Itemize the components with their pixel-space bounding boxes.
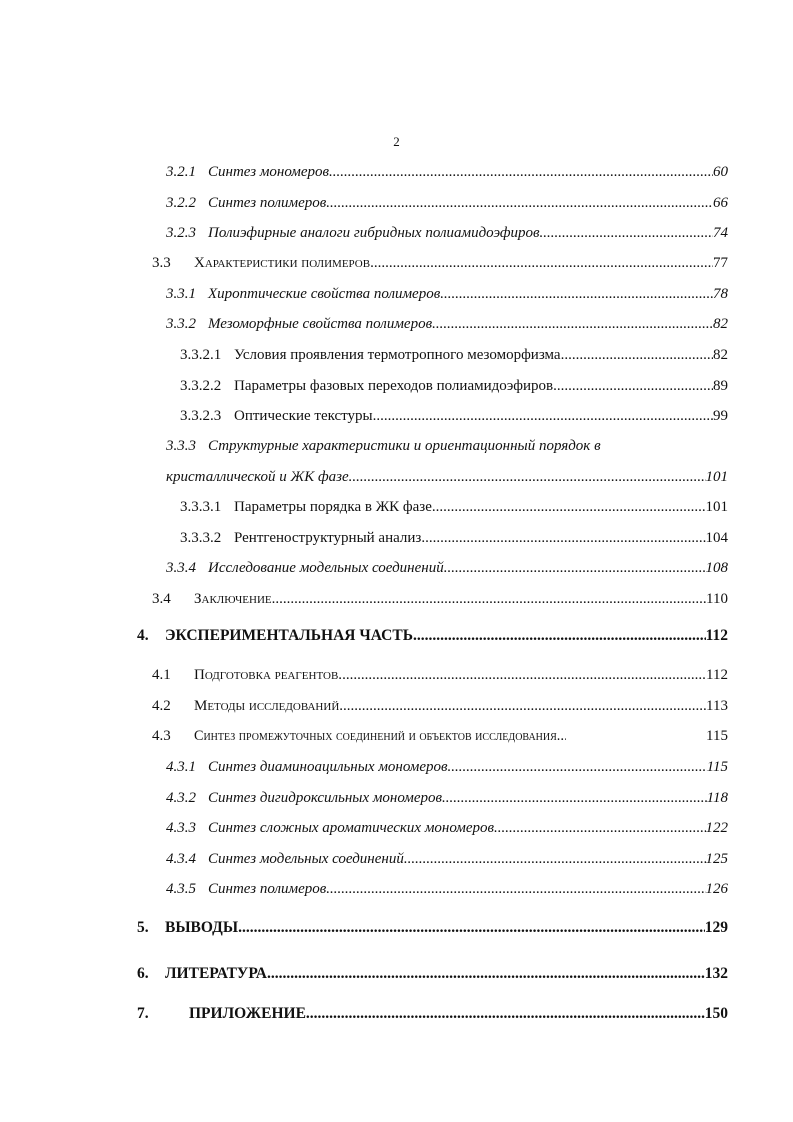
toc-number: 3.3.3 (166, 438, 196, 454)
toc-title: Хироптические свойства полимеров. (208, 286, 444, 302)
toc-title: Исследование модельных соединений. (208, 560, 448, 576)
toc-entry-3-3-3[interactable] (166, 437, 728, 455)
toc-entry-3-2-1[interactable] (166, 163, 728, 181)
toc-entry-3-3-2-2[interactable] (180, 377, 728, 395)
toc-title: Мезоморфные свойства полимеров. (208, 316, 436, 332)
toc-entry-4-2[interactable] (152, 697, 728, 715)
toc-number: 3.3 (152, 255, 171, 271)
toc-entry-4-3-1[interactable] (166, 758, 728, 776)
toc-leader (343, 697, 706, 715)
toc-entry-4[interactable] (137, 627, 728, 645)
toc-title: ПРИЛОЖЕНИЕ (189, 1005, 306, 1022)
toc-entry-6[interactable] (137, 965, 728, 983)
toc-title: ВЫВОДЫ (165, 919, 239, 936)
toc-entry-3-3-4[interactable] (166, 559, 728, 577)
toc-page: 74 (713, 225, 728, 241)
toc-number: 5. (137, 919, 149, 936)
toc-leader (557, 377, 713, 395)
toc-leader (376, 407, 713, 425)
toc-title: кристаллической и ЖК фазе. (166, 469, 353, 485)
toc-page: 112 (706, 667, 728, 683)
toc-entry-4-3[interactable] (152, 727, 728, 745)
toc-page: 77 (713, 255, 728, 271)
toc-leader (330, 880, 706, 898)
toc-page: 115 (706, 759, 728, 775)
toc-entry-4-3-2[interactable] (166, 789, 728, 807)
toc-entry-3-4[interactable] (152, 590, 728, 608)
toc-leader (306, 1005, 705, 1023)
toc-number: 3.3.2 (166, 316, 196, 332)
toc-number: 3.2.2 (166, 195, 196, 211)
toc-leader (333, 163, 713, 181)
toc-entry-3-3-2[interactable] (166, 315, 728, 333)
toc-page: 82 (713, 347, 728, 363)
toc-number: 3.3.1 (166, 286, 196, 302)
toc-leader (498, 819, 706, 837)
toc-entry-7[interactable] (137, 1005, 728, 1023)
toc-page: 113 (706, 698, 728, 714)
toc-page: 108 (705, 560, 728, 576)
toc-entry-5[interactable] (137, 919, 728, 937)
toc-page: 89 (713, 378, 728, 394)
toc-page: 110 (706, 591, 728, 607)
toc-number: 4.3.5 (166, 881, 196, 897)
toc-entry-4-3-4[interactable] (166, 850, 728, 868)
toc-title: ЛИТЕРАТУРА (165, 965, 267, 982)
toc-leader (408, 850, 706, 868)
toc-number: 7. (137, 1005, 149, 1022)
toc-entry-3-2-2[interactable] (166, 194, 728, 212)
toc-entry-3-2-3[interactable] (166, 224, 728, 242)
toc-leader (342, 666, 706, 684)
toc-number: 3.2.3 (166, 225, 196, 241)
toc-title: Синтез диаминоацильных мономеров. (208, 759, 452, 775)
toc-title: Синтез дигидроксильных мономеров. (208, 790, 446, 806)
toc-leader (352, 468, 705, 486)
toc-leader (436, 498, 706, 516)
toc-number: 4.1 (152, 667, 171, 683)
toc-number: 4. (137, 627, 149, 644)
toc-leader (447, 559, 705, 577)
toc-title: Параметры фазовых переходов полиамидоэфиров. (234, 378, 557, 394)
toc-title: Синтез полимеров. (208, 881, 330, 897)
toc-page: 112 (705, 627, 728, 644)
toc-entry-3-3-3-1[interactable] (180, 498, 728, 516)
toc-page: 118 (706, 790, 728, 806)
toc-leader (560, 727, 566, 745)
toc-entry-4-1[interactable] (152, 666, 728, 684)
toc-leader (451, 758, 706, 776)
toc-number: 4.3.1 (166, 759, 196, 775)
toc-leader (330, 194, 713, 212)
toc-title: Параметры порядка в ЖК фазе. (234, 499, 436, 515)
toc-page: 132 (704, 965, 728, 982)
toc-page: 78 (713, 286, 728, 302)
toc-leader (272, 590, 706, 608)
toc-title: ЭКСПЕРИМЕНТАЛЬНАЯ ЧАСТЬ. (165, 627, 417, 644)
toc-title: Рентгеноструктурный анализ. (234, 530, 426, 546)
toc-page: 150 (704, 1005, 728, 1022)
toc-entry-3-3-2-3[interactable] (180, 407, 728, 425)
toc-leader (238, 919, 705, 937)
toc-leader (425, 529, 705, 547)
toc-number: 3.2.1 (166, 164, 196, 180)
toc-entry-4-3-3[interactable] (166, 819, 728, 837)
toc-page: 115 (706, 728, 728, 744)
toc-number: 4.3 (152, 728, 171, 744)
toc-entry-3-3-2-1[interactable] (180, 346, 728, 364)
toc-number: 3.3.3.1 (180, 499, 222, 515)
toc-leader (446, 789, 707, 807)
toc-title: Подготовка реагентов. (194, 667, 343, 683)
toc-page: 122 (705, 820, 728, 836)
toc-leader (374, 254, 713, 272)
toc-number: 3.3.2.2 (180, 378, 222, 394)
toc-number: 3.4 (152, 591, 171, 607)
toc-leader (267, 965, 705, 983)
toc-leader (436, 315, 713, 333)
toc-page: 104 (705, 530, 728, 546)
toc-entry-3-3-3-2[interactable] (180, 529, 728, 547)
toc-leader (561, 346, 713, 364)
toc-number: 6. (137, 965, 149, 982)
toc-title: Оптические текстуры. (234, 408, 377, 424)
page-number: 2 (393, 134, 400, 149)
toc-leader (417, 627, 706, 645)
toc-entry-3-3[interactable] (152, 254, 728, 272)
toc-number: 4.3.4 (166, 851, 196, 867)
toc-number: 3.3.2.1 (180, 347, 222, 363)
toc-leader (543, 224, 713, 242)
toc-title: Полиэфирные аналоги гибридных полиамидоэфиров. (208, 225, 544, 241)
toc-title: Структурные характеристики и ориентационный порядок в (208, 438, 601, 454)
toc-title: Синтез сложных ароматических мономеров. (208, 820, 498, 836)
toc-title: Синтез промежуточных соединений и объектов исследования. (194, 728, 561, 744)
toc-page: 101 (705, 499, 728, 515)
toc-number: 3.3.4 (166, 560, 196, 576)
toc-page: 82 (713, 316, 728, 332)
toc-title: Синтез полимеров. (208, 195, 330, 211)
toc-title: Заключение (194, 591, 272, 607)
toc-page: 66 (713, 195, 728, 211)
toc-entry-3-3-3-cont[interactable] (166, 468, 728, 486)
toc-page: 99 (713, 408, 728, 424)
toc-number: 3.3.2.3 (180, 408, 222, 424)
toc-entry-3-3-1[interactable] (166, 285, 728, 303)
toc-title: Синтез мономеров. (208, 164, 333, 180)
toc-page: 101 (705, 469, 728, 485)
toc-number: 4.2 (152, 698, 171, 714)
toc-leader (444, 285, 713, 303)
toc-number: 4.3.2 (166, 790, 196, 806)
toc-title: Характеристики полимеров. (194, 255, 374, 271)
toc-title: Методы исследований. (194, 698, 344, 714)
toc-title: Условия проявления термотропного мезоморфизма (234, 347, 561, 363)
toc-page: 129 (704, 919, 728, 936)
toc-title: Синтез модельных соединений. (208, 851, 408, 867)
toc-number: 3.3.3.2 (180, 530, 222, 546)
toc-page: 125 (705, 851, 728, 867)
toc-page: 60 (713, 164, 728, 180)
toc-number: 4.3.3 (166, 820, 196, 836)
toc-page: 126 (705, 881, 728, 897)
toc-entry-4-3-5[interactable] (166, 880, 728, 898)
